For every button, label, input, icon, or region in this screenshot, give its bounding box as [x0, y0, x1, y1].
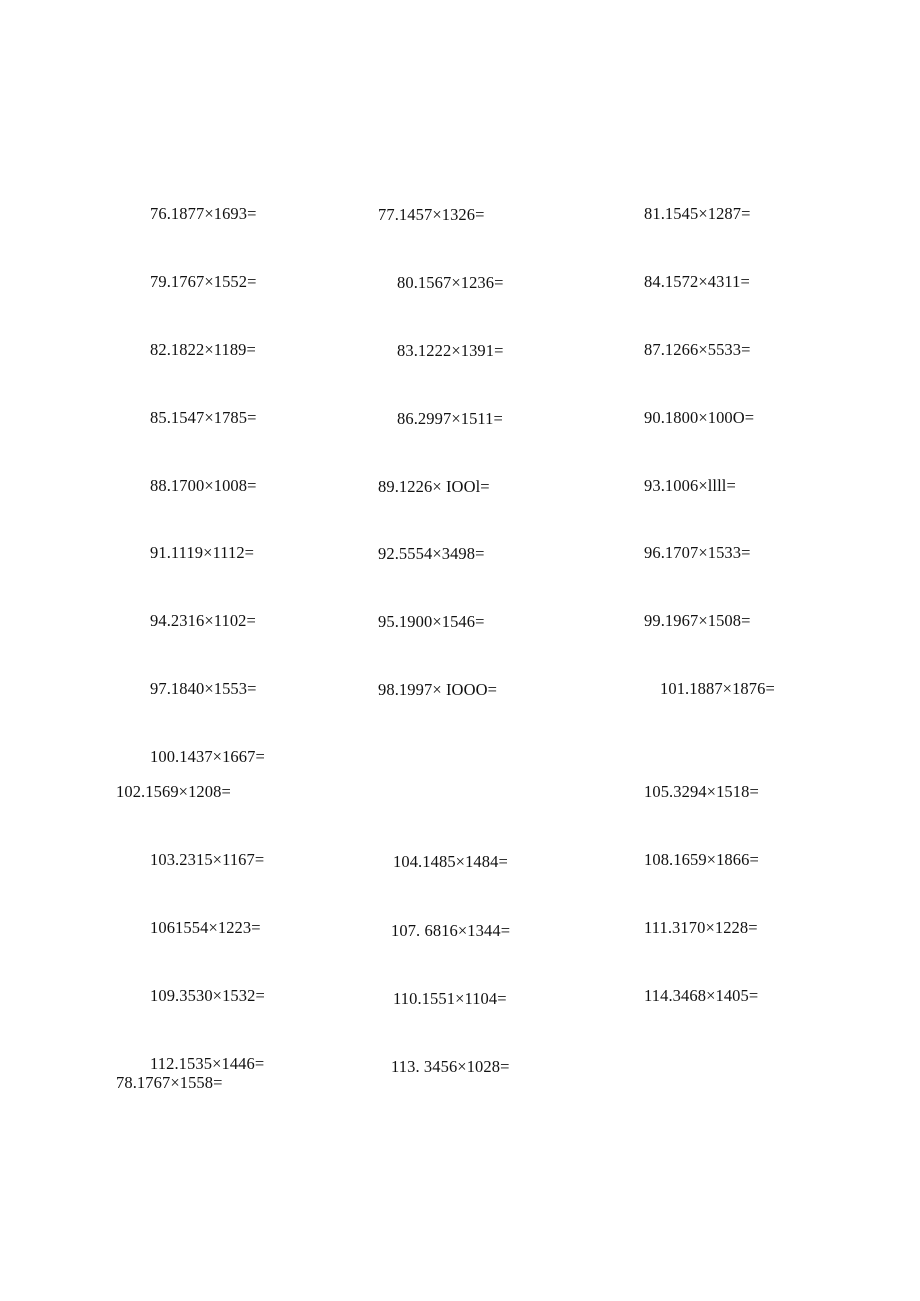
problem-105: 105.3294×1518=: [644, 782, 759, 801]
problem-110: 110.1551×1104=: [393, 989, 507, 1008]
problem-113: 113. 3456×1028=: [391, 1057, 510, 1076]
problem-76: 76.1877×1693=: [150, 204, 257, 223]
problem-77: 77.1457×1326=: [378, 205, 485, 224]
problem-89: 89.1226× IOOl=: [378, 477, 490, 496]
problem-97: 97.1840×1553=: [150, 679, 257, 698]
problem-98: 98.1997× IOOO=: [378, 680, 498, 699]
problem-78: 78.1767×1558=: [116, 1073, 223, 1092]
problem-114: 114.3468×1405=: [644, 986, 759, 1005]
problem-82: 82.1822×1189=: [150, 340, 256, 359]
problem-108: 108.1659×1866=: [644, 850, 759, 869]
problem-101: 101.1887×1876=: [660, 679, 775, 698]
problem-86: 86.2997×1511=: [397, 409, 503, 428]
problem-107: 107. 6816×1344=: [391, 921, 511, 940]
problem-96: 96.1707×1533=: [644, 543, 751, 562]
problem-99: 99.1967×1508=: [644, 611, 751, 630]
problem-83: 83.1222×1391=: [397, 341, 504, 360]
problem-103: 103.2315×1167=: [150, 850, 265, 869]
problem-84: 84.1572×4311=: [644, 272, 750, 291]
problem-91: 91.1119×1112=: [150, 543, 255, 562]
problem-111: 111.3170×1228=: [644, 918, 758, 937]
problem-88: 88.1700×1008=: [150, 476, 257, 495]
problem-112: 112.1535×1446=: [150, 1054, 265, 1073]
problem-79: 79.1767×1552=: [150, 272, 257, 291]
problem-80: 80.1567×1236=: [397, 273, 504, 292]
problem-102: 102.1569×1208=: [116, 782, 231, 801]
problem-104: 104.1485×1484=: [393, 852, 508, 871]
problem-81: 81.1545×1287=: [644, 204, 751, 223]
problem-109: 109.3530×1532=: [150, 986, 265, 1005]
problem-94: 94.2316×1102=: [150, 611, 256, 630]
problem-93: 93.1006×llll=: [644, 476, 736, 495]
problem-92: 92.5554×3498=: [378, 544, 485, 563]
problem-106: 1061554×1223=: [150, 918, 261, 937]
problem-100: 100.1437×1667=: [150, 747, 265, 766]
problem-95: 95.1900×1546=: [378, 612, 485, 631]
problem-85: 85.1547×1785=: [150, 408, 257, 427]
problem-87: 87.1266×5533=: [644, 340, 751, 359]
problem-90: 90.1800×100O=: [644, 408, 755, 427]
